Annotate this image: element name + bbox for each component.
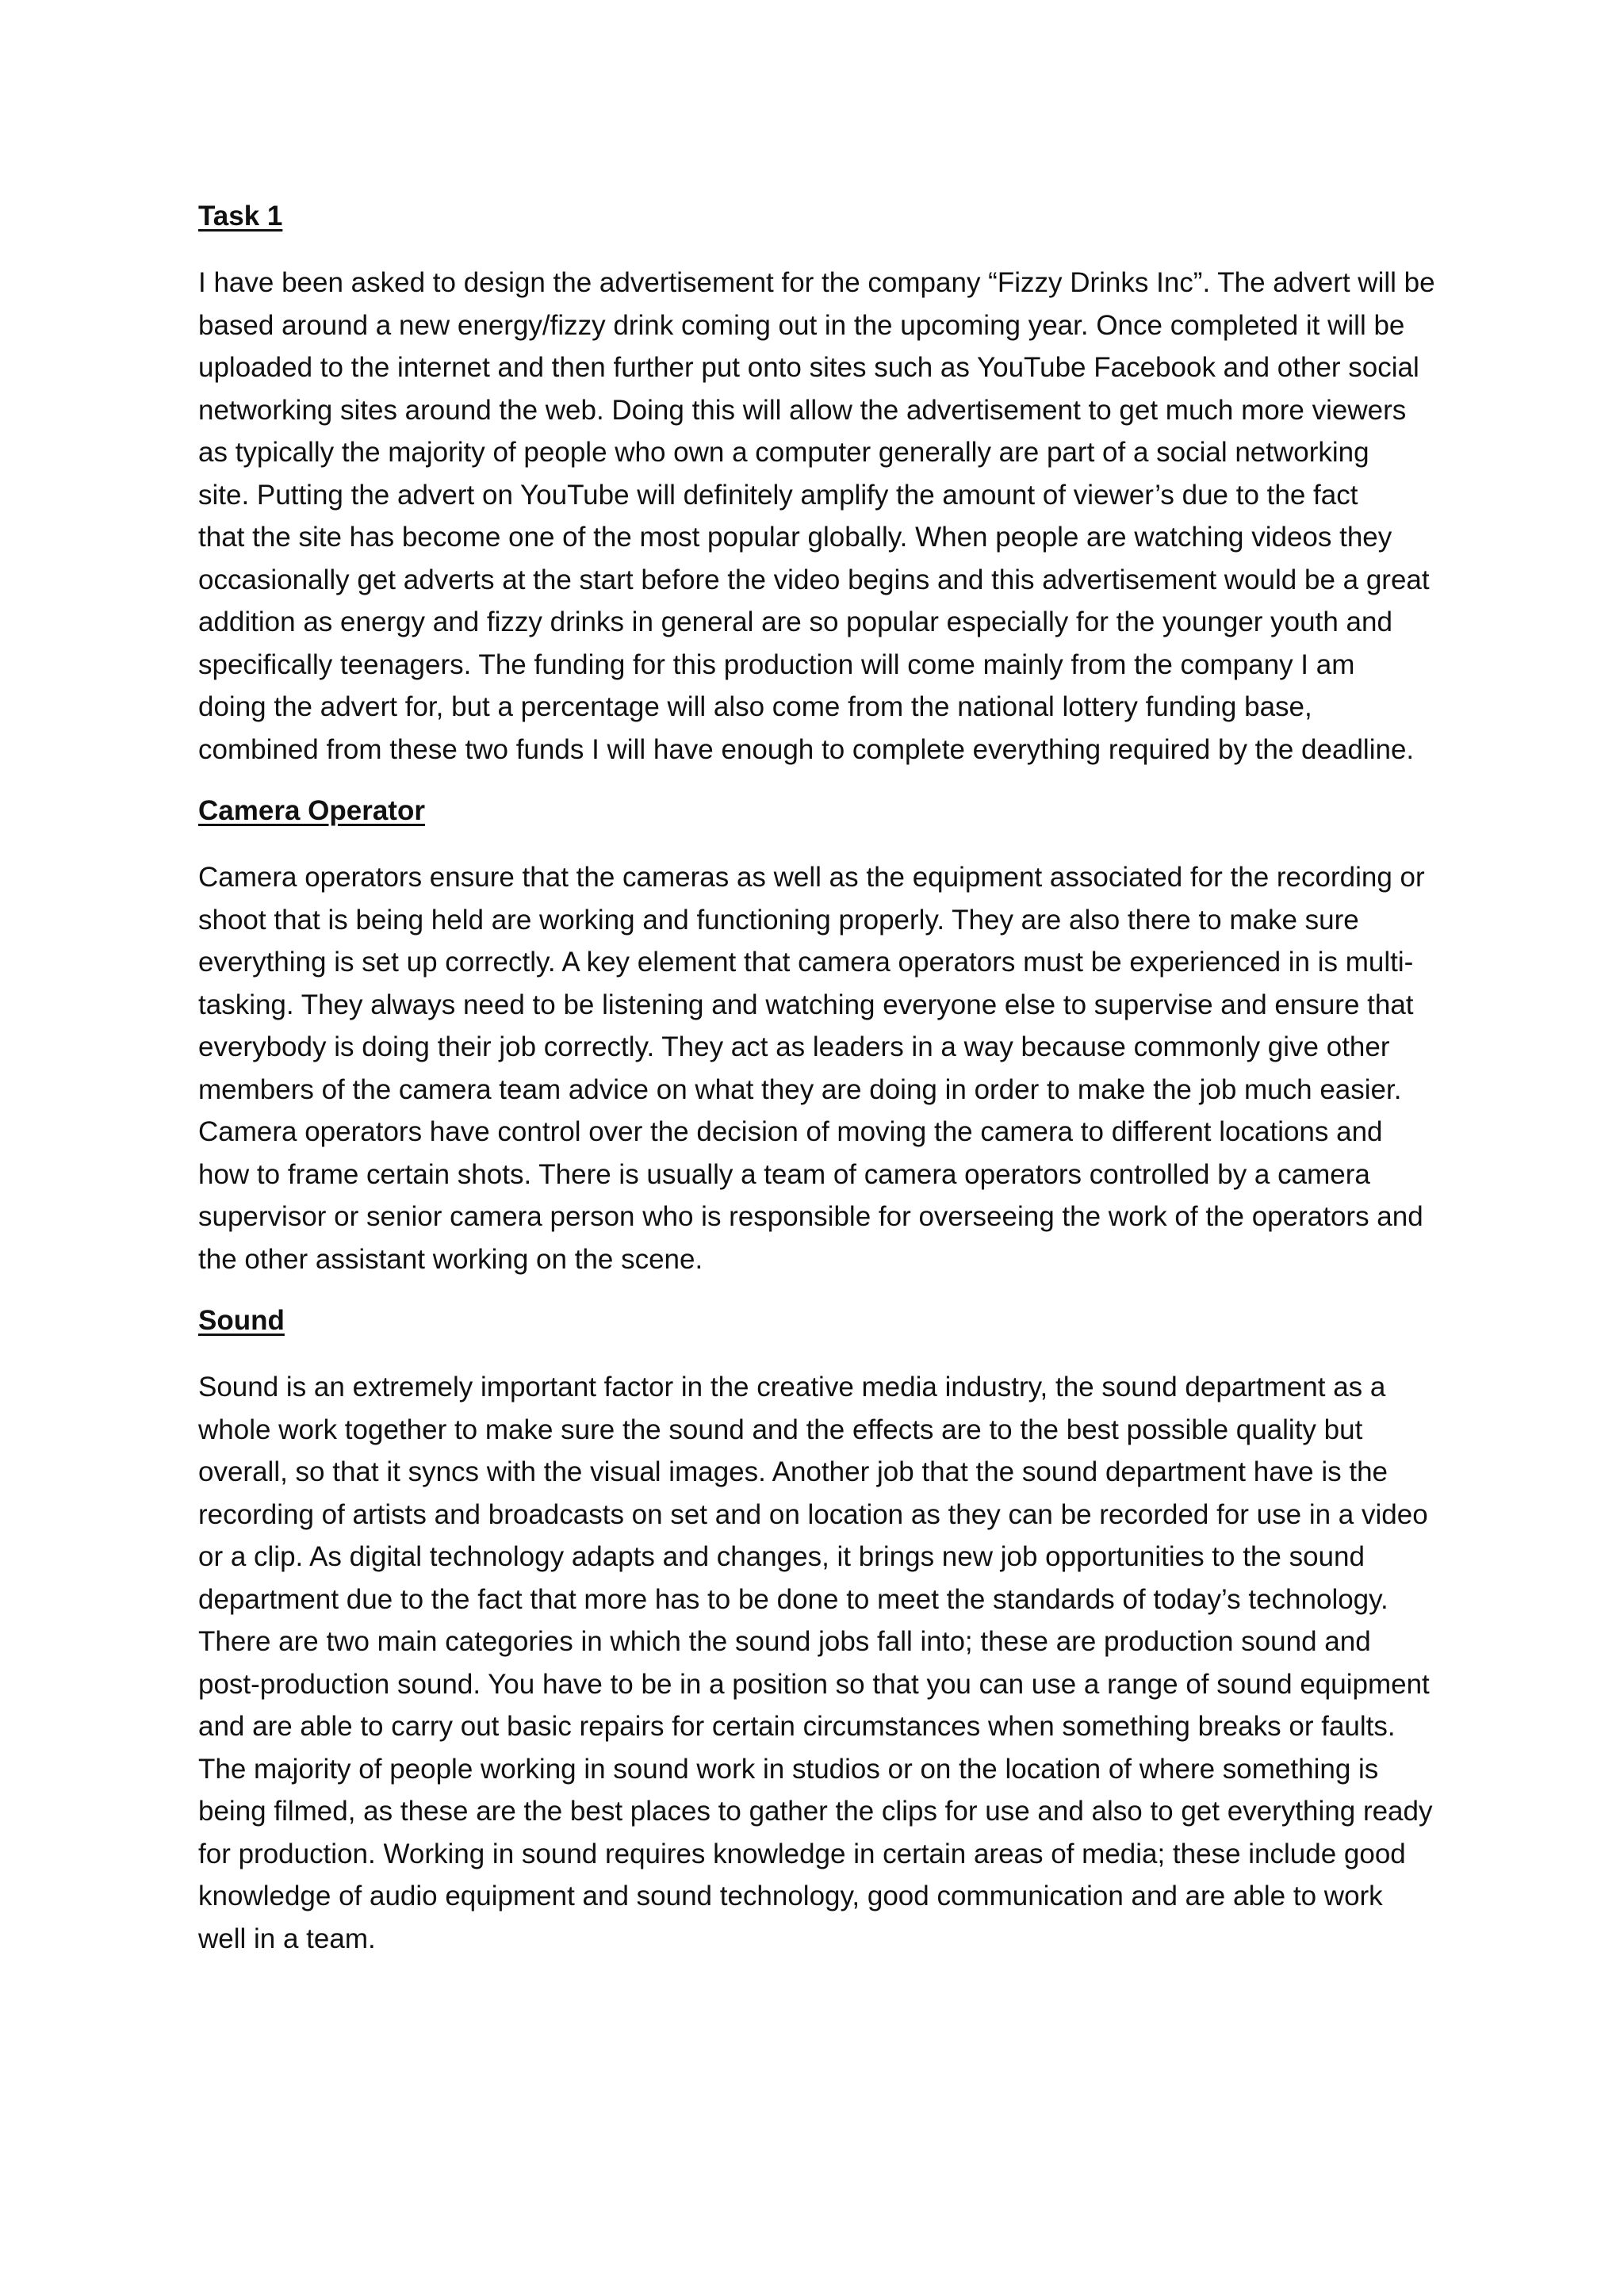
- section-camera-operator: [198, 790, 1443, 1280]
- section-sound: [198, 1299, 1443, 1960]
- section-paragraph: I have been asked to design the advertisement for the company “Fizzy Drinks Inc”. The advert will be based around a new energy/fizzy drink coming out in the upcoming year. Once completed it will be uploaded to the internet and then further put onto sites such as YouTube Facebook and other social networking sites around the web. Doing this will allow the advertisement to get much more viewers as typically the majority of people who own a computer generally are part of a social networking site. Putting the advert on YouTube will definitely amplify the amount of viewer’s due to the fact that the site has become one of the most popular globally. When people are watching videos they occasionally get adverts at the start before the video begins and this advertisement would be a great addition as energy and fizzy drinks in general are so popular especially for the younger youth and specifically teenagers. The funding for this production will come mainly from the company I am doing the advert for, but a percentage will also come from the national lottery funding base, combined from these two funds I will have enough to complete everything required by the deadline.: [198, 267, 1435, 765]
- section-heading: Task 1: [198, 201, 283, 232]
- section-heading: Camera Operator: [198, 795, 425, 826]
- section-heading: Sound: [198, 1305, 285, 1336]
- section-task-1: [198, 195, 1443, 771]
- document-content: [198, 195, 1443, 1979]
- section-paragraph: Sound is an extremely important factor in the creative media industry, the sound department as a whole work together to make sure the sound and the effects are to the best possible quality but overall, so that it syncs with the visual images. Another job that the sound department have is the recording of artists and broadcasts on set and on location as they can be recorded for use in a video or a clip. As digital technology adapts and changes, it brings new job opportunities to the sound department due to the fact that more has to be done to meet the standards of today’s technology. There are two main categories in which the sound jobs fall into; these are production sound and post-production sound. You have to be in a position so that you can use a range of sound equipment and are able to carry out basic repairs for certain circumstances when something breaks or faults. The majority of people working in sound work in studios or on the location of where something is being filmed, as these are the best places to gather the clips for use and also to get everything ready for production. Working in sound requires knowledge in certain areas of media; these include good knowledge of audio equipment and sound technology, good communication and are able to work well in a team.: [198, 1372, 1433, 1954]
- section-paragraph: Camera operators ensure that the cameras as well as the equipment associated for the recording or shoot that is being held are working and functioning properly. They are also there to make sure everything is set up correctly. A key element that camera operators must be experienced in is multi- tasking. They always need to be listening and watching everyone else to supervise and ensure that everybody is doing their job correctly. They act as leaders in a way because commonly give other members of the camera team advice on what they are doing in order to make the job much easier. Camera operators have control over the decision of moving the camera to different locations and how to frame certain shots. There is usually a team of camera operators controlled by a camera supervisor or senior camera person who is responsible for overseeing the work of the operators and the other assistant working on the scene.: [198, 862, 1425, 1275]
